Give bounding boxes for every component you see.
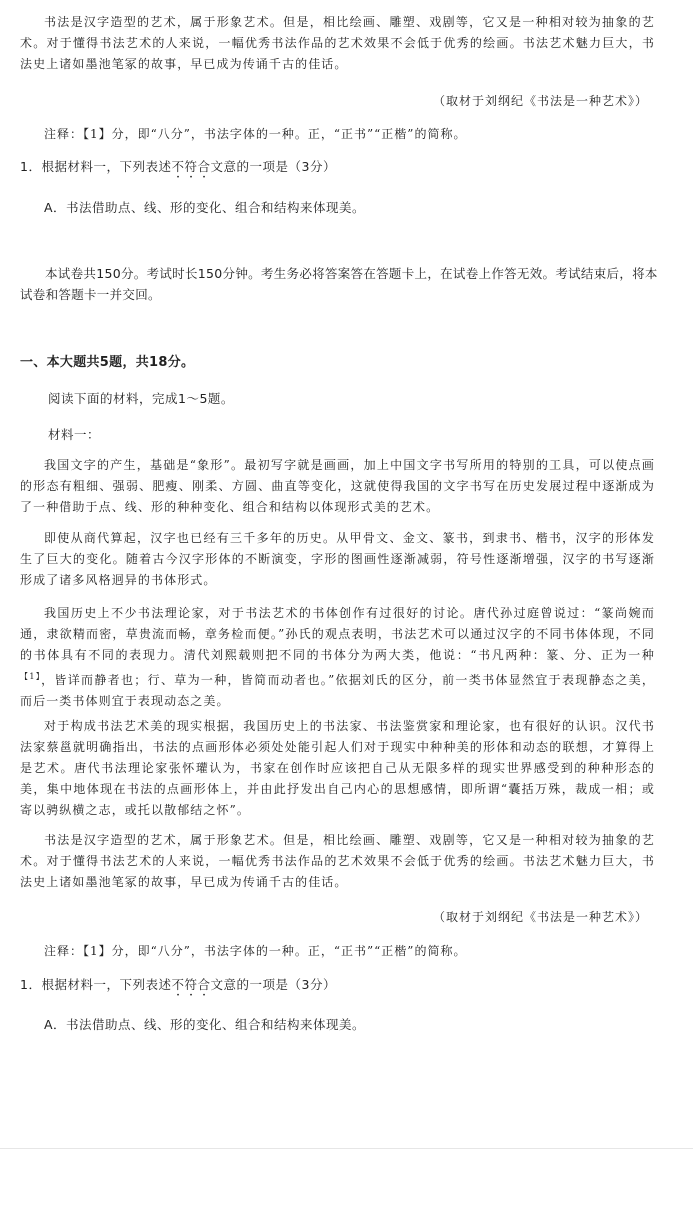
question-pre: 1．根据材料一，下列表述 xyxy=(20,977,172,992)
paragraph-text: 我国文字的产生，基础是“象形”。最初写字就是画画，加上中国文字书写所用的特别的工具，可以使点画的形态有粗细、强弱、肥瘦、刚柔、方圆、曲直等变化，这就使得我国的文字书写在历史发展过程中逐渐成为了一种借助于点、线、形的种种变化、组合和结构以体现形式美的艺术。 xyxy=(20,458,655,514)
paragraph-text xyxy=(20,603,655,712)
paragraph-text-part: 我国历史上不少书法理论家，对于书法艺术的书体创作有过很好的讨论。唐代孙过庭曾说过：“篆尚婉而通，隶欲精而密，草贵流而畅，章务检而便。”孙氏的观点表明，书法艺术可以通过汉字的不同书体体现，不同的书体具有不同的表现力。清代刘熙载则把不同的书体分为两大类，他说：“书凡两种：篆、分、正为一种 xyxy=(20,606,655,662)
paragraph-text: 对于构成书法艺术美的现实根据，我国历史上的书法家、书法鉴赏家和理论家，也有很好的认识。汉代书法家蔡邕就明确指出，书法的点画形体必须处处能引起人们对于现实中种种美的形体和动态的联想，才算得上是艺术。唐代书法理论家张怀瓘认为，书家在创作时应该把自己从无限多样的现实世界感受到的种种形态的美，集中地体现在书法的点画形体上，并由此抒发出自己内心的思想感情，即所谓“囊括万殊，裁成一相；或寄以骋纵横之志，或托以散郁结之怀”。 xyxy=(20,719,655,817)
section-title: 一、本大题共5题，共18分。 xyxy=(20,355,195,370)
top-question-emphasis: 不符合 xyxy=(171,159,211,174)
material-label: 材料一： xyxy=(48,427,101,442)
material-paragraph-5 xyxy=(20,830,655,893)
page-divider xyxy=(0,1148,693,1149)
top-question-post: 文意的一项是（3分） xyxy=(210,159,336,174)
top-source-citation: （取材于刘纲纪《书法是一种艺术》） xyxy=(432,94,648,108)
top-excerpt xyxy=(20,12,655,75)
paragraph-text: 书法是汉字造型的艺术，属于形象艺术。但是，相比绘画、雕塑、戏剧等，它又是一种相对较为抽象的艺术。对于懂得书法艺术的人来说，一幅优秀书法作品的艺术效果不会低于优秀的绘画。书法艺术魅力巨大，书法史上诸如墨池笔冢的故事，早已成为传诵千古的佳话。 xyxy=(20,833,655,889)
material-paragraph-3 xyxy=(20,603,655,712)
top-question-pre: 1．根据材料一，下列表述 xyxy=(20,159,172,174)
top-note: 注释：【1】分，即“八分”，书法字体的一种。正，“正书”“正楷”的简称。 xyxy=(44,127,467,141)
reading-prompt: 阅读下面的材料，完成1～5题。 xyxy=(48,391,234,406)
footnote-marker: 【1】 xyxy=(20,672,42,681)
top-option-a: A．书法借助点、线、形的变化、组合和结构来体现美。 xyxy=(44,200,366,215)
top-question xyxy=(20,157,336,181)
question-1 xyxy=(20,975,336,999)
exam-instructions: 本试卷共150分。考试时长150分钟。考生务必将答案答在答题卡上，在试卷上作答无效。考试结束后，将本试卷和答题卡一并交回。 xyxy=(20,266,658,302)
top-paragraph: 书法是汉字造型的艺术，属于形象艺术。但是，相比绘画、雕塑、戏剧等，它又是一种相对较为抽象的艺术。对于懂得书法艺术的人来说，一幅优秀书法作品的艺术效果不会低于优秀的绘画。书法艺术魅力巨大，书法史上诸如墨池笔冢的故事，早已成为传诵千古的佳话。 xyxy=(20,15,655,71)
paragraph-text-part: ，皆详而静者也；行、草为一种，皆简而动者也。”依据刘氏的区分，前一类书体显然宜于表现静态之美，而后一类书体则宜于表现动态之美。 xyxy=(20,673,656,708)
footnote: 注释：【1】分，即“八分”，书法字体的一种。正，“正书”“正楷”的简称。 xyxy=(44,944,467,958)
material-paragraph-2 xyxy=(20,528,655,591)
material-paragraph-1 xyxy=(20,455,655,518)
question-emphasis: 不符合 xyxy=(171,977,211,992)
option-a: A．书法借助点、线、形的变化、组合和结构来体现美。 xyxy=(44,1017,366,1032)
question-post: 文意的一项是（3分） xyxy=(210,977,336,992)
paragraph-text: 即使从商代算起，汉字也已经有三千多年的历史。从甲骨文、金文、篆书，到隶书、楷书，汉字的形体发生了巨大的变化。随着古今汉字形体的不断演变，字形的图画性逐渐减弱，符号性逐渐增强，汉字的书写逐渐形成了诸多风格迥异的书体形式。 xyxy=(20,531,655,587)
source-citation: （取材于刘纲纪《书法是一种艺术》） xyxy=(432,910,648,924)
material-paragraph-4 xyxy=(20,716,655,821)
